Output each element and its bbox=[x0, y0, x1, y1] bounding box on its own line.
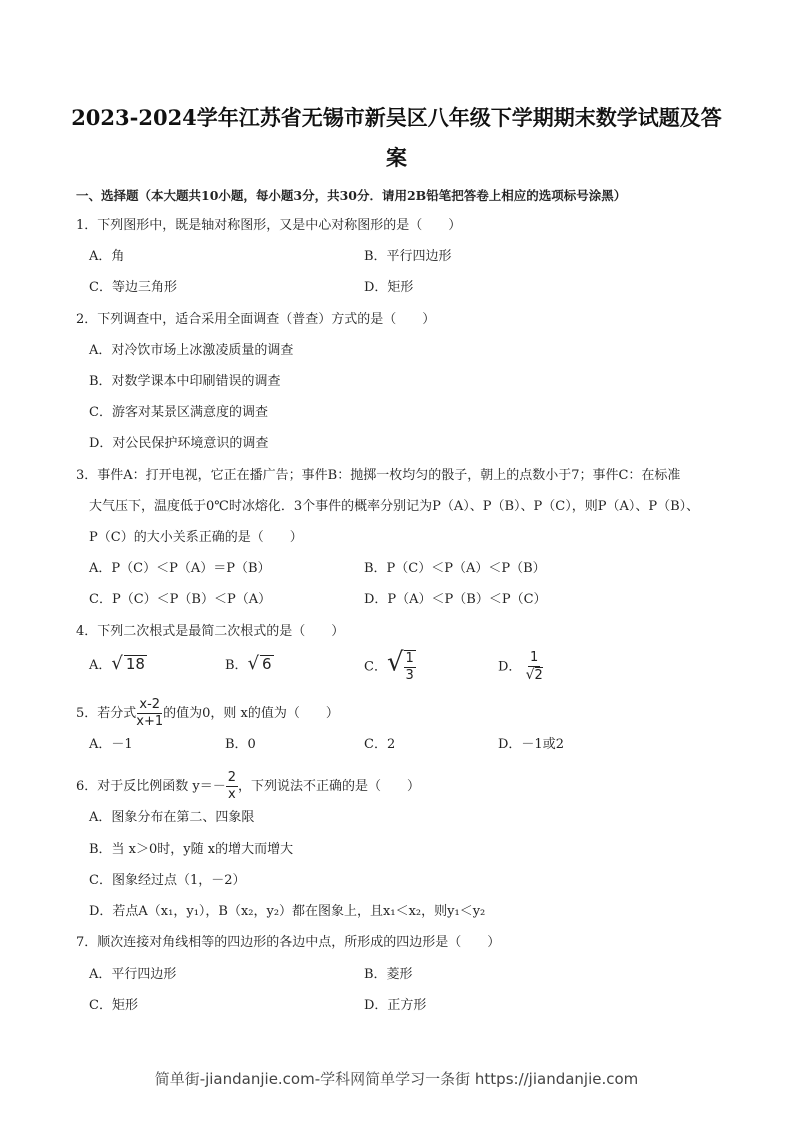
q5-option-d: D．－1或2 bbox=[498, 737, 564, 752]
radicand: 2 bbox=[534, 668, 543, 683]
q4-stem: 4．下列二次根式是最简二次根式的是（ ） bbox=[76, 624, 345, 639]
sqrt-icon: √ bbox=[247, 653, 260, 674]
q2-stem: 2．下列调查中，适合采用全面调查（普查）方式的是（ ） bbox=[76, 312, 436, 327]
q4-option-d bbox=[498, 650, 543, 684]
title-line-1: 2023-2024学年江苏省无锡市新吴区八年级下学期期末数学试题及答 bbox=[71, 105, 722, 130]
q6-stem bbox=[76, 770, 420, 803]
denominator: 3 bbox=[405, 668, 414, 683]
radicand: 18 bbox=[125, 655, 145, 673]
q1-option-b: B．平行四边形 bbox=[364, 249, 452, 264]
footer-watermark: 简单街-jiandanjie.com-学科网简单学习一条街 https://jiandanjie.com bbox=[154, 1070, 639, 1088]
q1-option-d: D．矩形 bbox=[364, 280, 414, 295]
q6-option-a: A．图象分布在第二、四象限 bbox=[89, 810, 255, 825]
fraction bbox=[404, 650, 416, 684]
q5-option-a: A．－1 bbox=[89, 737, 133, 752]
option-label: B． bbox=[225, 658, 248, 673]
stem-text: 5．若分式 bbox=[76, 706, 137, 721]
q3-option-c: C．P（C）＜P（B）＜P（A） bbox=[89, 592, 272, 607]
q7-option-d: D．正方形 bbox=[364, 998, 427, 1013]
q2-option-a: A．对冷饮市场上冰激凌质量的调查 bbox=[89, 343, 294, 358]
q7-option-b: B．菱形 bbox=[364, 967, 413, 982]
q1-stem: 1．下列图形中，既是轴对称图形，又是中心对称图形的是（ ） bbox=[76, 218, 462, 233]
fraction bbox=[526, 650, 543, 684]
q2-option-b: B．对数学课本中印刷错误的调查 bbox=[89, 374, 281, 389]
numerator: 2 bbox=[227, 770, 237, 785]
fraction bbox=[136, 697, 163, 730]
numerator: x-2 bbox=[139, 697, 161, 712]
q3-option-a: A．P（C）＜P（A）＝P（B） bbox=[89, 561, 271, 576]
q3-stem-line-2: 大气压下，温度低于0℃时冰熔化．3个事件的概率分别记为P（A）、P（B）、P（C），则P（A）、P（B）、 bbox=[89, 499, 700, 514]
option-label: D． bbox=[498, 659, 522, 675]
denominator: x+1 bbox=[136, 714, 164, 729]
stem-text: 6．对于反比例函数 y＝－ bbox=[76, 779, 226, 794]
q3-option-d: D．P（A）＜P（B）＜P（C） bbox=[364, 592, 547, 607]
q7-option-a: A．平行四边形 bbox=[89, 967, 177, 982]
option-label: A． bbox=[89, 658, 112, 673]
q5-option-b: B．0 bbox=[225, 737, 256, 752]
denominator: x bbox=[228, 787, 236, 802]
q4-option-b bbox=[225, 655, 274, 675]
numerator: 1 bbox=[405, 651, 414, 666]
stem-text: ，下列说法不正确的是（ ） bbox=[238, 779, 421, 794]
denominator bbox=[526, 667, 543, 684]
q5-option-c: C．2 bbox=[364, 737, 396, 752]
section-heading: 一、选择题（本大题共10小题，每小题3分，共30分．请用2B铅笔把答卷上相应的选项标号涂黑） bbox=[76, 188, 627, 203]
title-line-2: 案 bbox=[386, 145, 407, 170]
option-label: C． bbox=[364, 659, 387, 675]
radicand: 6 bbox=[262, 655, 272, 673]
q7-option-c: C．矩形 bbox=[89, 998, 138, 1013]
q5-stem bbox=[76, 697, 339, 730]
stem-text: 的值为0，则 x的值为（ ） bbox=[163, 706, 339, 721]
q3-stem-line-1: 3．事件A：打开电视，它正在播广告；事件B：抛掷一枚均匀的骰子，朝上的点数小于7；事件C：在标准 bbox=[76, 468, 681, 483]
sqrt-icon: √ bbox=[386, 647, 404, 678]
q6-option-d: D．若点A（x₁，y₁），B（x₂，y₂）都在图象上，且x₁＜x₂，则y₁＜y₂ bbox=[89, 904, 486, 919]
sqrt-icon: √ bbox=[525, 667, 535, 683]
q1-option-c: C．等边三角形 bbox=[89, 280, 177, 295]
q2-option-d: D．对公民保护环境意识的调查 bbox=[89, 436, 269, 451]
q3-option-b: B．P（C）＜P（A）＜P（B） bbox=[364, 561, 546, 576]
q1-option-a: A．角 bbox=[89, 249, 125, 264]
numerator: 1 bbox=[530, 650, 539, 665]
q2-option-c: C．游客对某景区满意度的调查 bbox=[89, 405, 268, 420]
q4-option-a bbox=[89, 655, 147, 675]
sqrt-icon: √ bbox=[111, 653, 123, 674]
q6-option-c: C．图象经过点（1，－2） bbox=[89, 873, 246, 888]
q3-stem-line-3: P（C）的大小关系正确的是（ ） bbox=[89, 530, 303, 545]
fraction bbox=[226, 770, 238, 803]
q4-option-c bbox=[364, 647, 416, 684]
q7-stem: 7．顺次连接对角线相等的四边形的各边中点，所形成的四边形是（ ） bbox=[76, 935, 501, 950]
q6-option-b: B．当 x＞0时，y随 x的增大而增大 bbox=[89, 842, 294, 857]
